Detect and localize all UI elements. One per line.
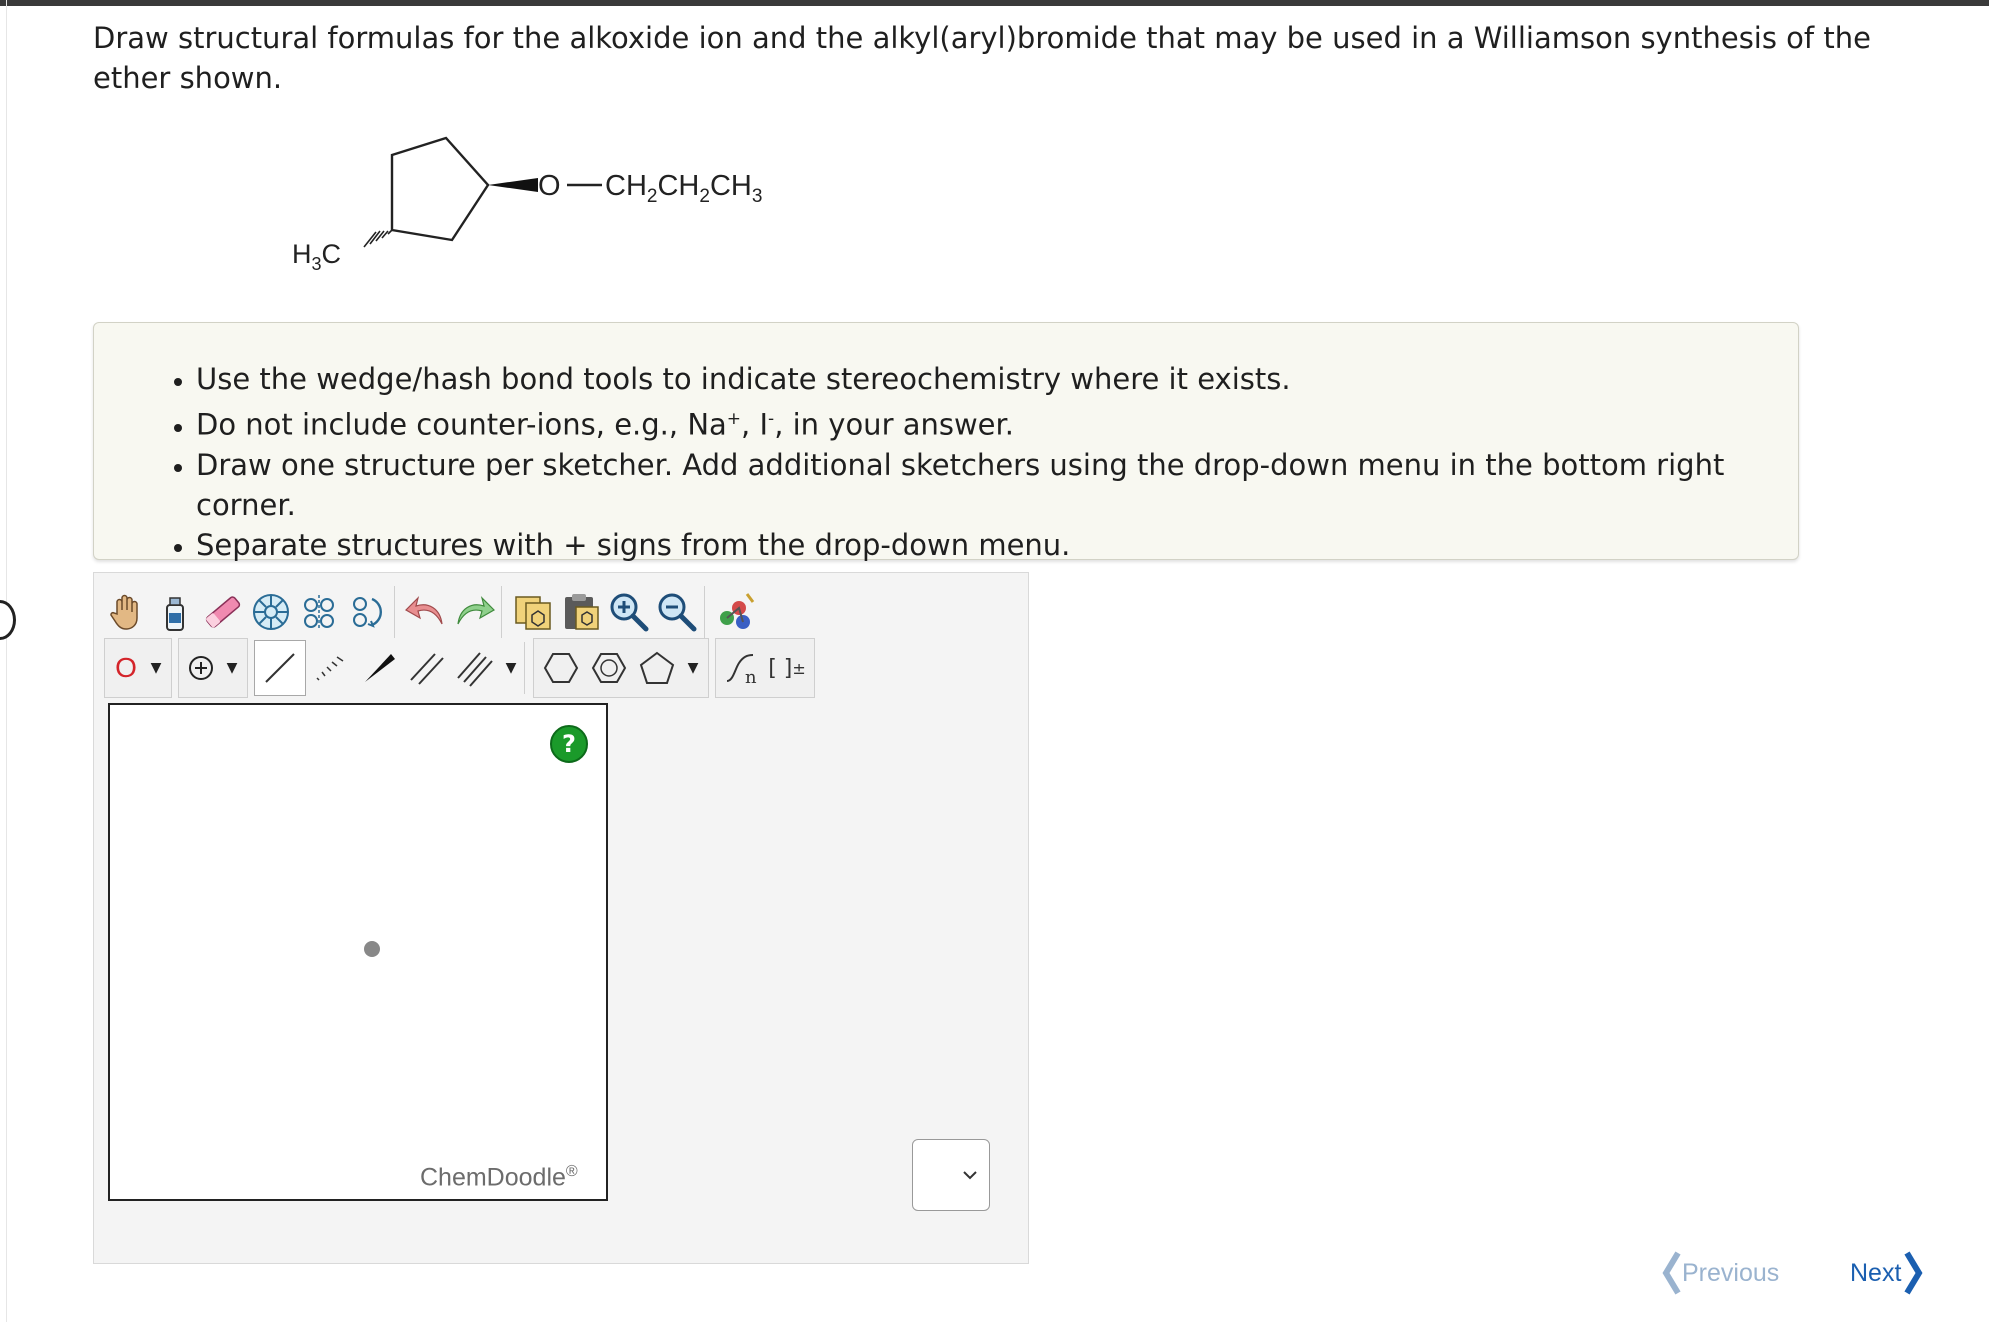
center-icon[interactable] bbox=[248, 586, 294, 638]
add-sketcher-dropdown[interactable] bbox=[912, 1139, 990, 1211]
charge-bracket-icon[interactable] bbox=[766, 642, 808, 694]
help-button[interactable]: ? bbox=[550, 725, 588, 763]
cyclohexane-icon[interactable] bbox=[538, 642, 584, 694]
hash-bond-tool[interactable] bbox=[308, 642, 354, 694]
instruction-text: Separate structures with + signs from the drop-down menu. bbox=[196, 527, 1071, 562]
chevron-down-icon bbox=[961, 1166, 979, 1184]
chemdoodle-brand bbox=[420, 1163, 578, 1192]
ether-structure bbox=[280, 130, 820, 290]
wedge-bond-tool[interactable] bbox=[356, 642, 402, 694]
methyl-h: H bbox=[292, 239, 312, 269]
chemdoodle-sketcher bbox=[93, 572, 1029, 1264]
eraser-icon[interactable] bbox=[200, 586, 246, 638]
double-bond-tool[interactable] bbox=[404, 642, 450, 694]
instruction-text: , I bbox=[741, 407, 769, 442]
charge-dropdown-arrow[interactable]: ▼ bbox=[226, 660, 238, 676]
previous-button[interactable] bbox=[1660, 1250, 1779, 1296]
copy-icon[interactable] bbox=[510, 586, 556, 638]
next-label: Next bbox=[1850, 1258, 1902, 1287]
bracket-label: [ ] bbox=[768, 655, 793, 681]
edge-handle[interactable] bbox=[0, 600, 16, 640]
question-text: Draw structural formulas for the alkoxide ion and the alkyl(aryl)bromide that may be used in a Williamson synthesis of the ether shown. bbox=[93, 21, 1871, 95]
triple-bond-tool[interactable] bbox=[452, 642, 498, 694]
bracket-sign: ± bbox=[792, 658, 806, 678]
instruction-item bbox=[196, 399, 1798, 445]
canvas-atom-dot bbox=[364, 941, 380, 957]
toolbar-separator bbox=[524, 642, 533, 694]
flip-icon[interactable] bbox=[296, 586, 342, 638]
svg-text:O bbox=[538, 170, 561, 202]
brand-name: ChemDoodle bbox=[420, 1163, 566, 1192]
instructions-list bbox=[94, 359, 1798, 565]
toolbar-separator bbox=[394, 586, 403, 638]
undo-icon[interactable] bbox=[403, 586, 449, 638]
left-rule bbox=[6, 0, 7, 1322]
chain-ch-1: CH bbox=[605, 170, 647, 202]
benzene-icon[interactable] bbox=[586, 642, 632, 694]
atom-tool-label: O bbox=[115, 652, 137, 683]
cyclopentane-icon[interactable] bbox=[634, 642, 680, 694]
instruction-text: Use the wedge/hash bond tools to indicate stereochemistry where it exists. bbox=[196, 362, 1291, 396]
instructions-box bbox=[93, 322, 1799, 560]
svg-text:CH2CH2CH3 bbox=[605, 170, 762, 207]
clean-icon[interactable] bbox=[713, 586, 759, 638]
atom-tool-button[interactable] bbox=[109, 642, 143, 694]
instruction-text: , in your answer. bbox=[774, 407, 1015, 442]
charge-plus-icon[interactable] bbox=[183, 642, 219, 694]
repeat-unit-icon[interactable] bbox=[720, 642, 764, 694]
toolbar-separator bbox=[501, 586, 510, 638]
toolbar-row-1 bbox=[104, 581, 761, 643]
pan-hand-icon[interactable] bbox=[104, 586, 150, 638]
instruction-item bbox=[196, 359, 1798, 399]
chain-sub-3: 3 bbox=[751, 186, 763, 207]
bond-dropdown-arrow[interactable]: ▼ bbox=[505, 660, 517, 676]
atom-tool-group bbox=[104, 638, 172, 698]
methyl-c: C bbox=[321, 239, 342, 269]
chain-ch-3: CH bbox=[709, 170, 752, 202]
rotate-icon[interactable] bbox=[344, 586, 390, 638]
instruction-text: Do not include counter-ions, e.g., Na bbox=[196, 407, 727, 442]
svg-text:H3C bbox=[292, 239, 341, 274]
clear-bottle-icon[interactable] bbox=[152, 586, 198, 638]
ring-tool-group bbox=[533, 638, 709, 698]
next-button[interactable] bbox=[1850, 1250, 1925, 1296]
atom-dropdown-arrow[interactable]: ▼ bbox=[150, 660, 162, 676]
drawing-canvas[interactable] bbox=[108, 703, 608, 1201]
single-bond-tool[interactable] bbox=[254, 640, 306, 696]
redo-icon[interactable] bbox=[451, 586, 497, 638]
methyl-sub: 3 bbox=[311, 254, 322, 274]
chevron-left-icon bbox=[1660, 1251, 1682, 1295]
instruction-item bbox=[196, 445, 1798, 525]
ether-oxygen: O bbox=[538, 170, 561, 202]
charge-tool-group bbox=[178, 638, 248, 698]
ring-dropdown-arrow[interactable]: ▼ bbox=[687, 660, 699, 676]
chain-sub-1: 2 bbox=[646, 186, 658, 207]
chevron-right-icon bbox=[1901, 1251, 1925, 1295]
paste-icon[interactable] bbox=[558, 586, 604, 638]
previous-label: Previous bbox=[1682, 1258, 1780, 1287]
instruction-text: Draw one structure per sketcher. Add additional sketchers using the drop-down menu in the bottom right corner. bbox=[196, 447, 1725, 522]
toolbar-row-2 bbox=[104, 637, 821, 699]
instruction-item bbox=[196, 525, 1798, 565]
sgroup-n: n bbox=[745, 667, 757, 687]
chain-ch-2: CH bbox=[657, 170, 700, 202]
chain-sub-2: 2 bbox=[699, 186, 710, 207]
top-bar bbox=[0, 0, 1989, 6]
toolbar-separator bbox=[704, 586, 713, 638]
sgroup-tool-group bbox=[715, 638, 815, 698]
zoom-out-icon[interactable] bbox=[654, 586, 700, 638]
zoom-in-icon[interactable] bbox=[606, 586, 652, 638]
brand-mark: ® bbox=[565, 1163, 578, 1180]
charge-sup: - bbox=[768, 409, 775, 429]
charge-sup: + bbox=[726, 409, 742, 429]
